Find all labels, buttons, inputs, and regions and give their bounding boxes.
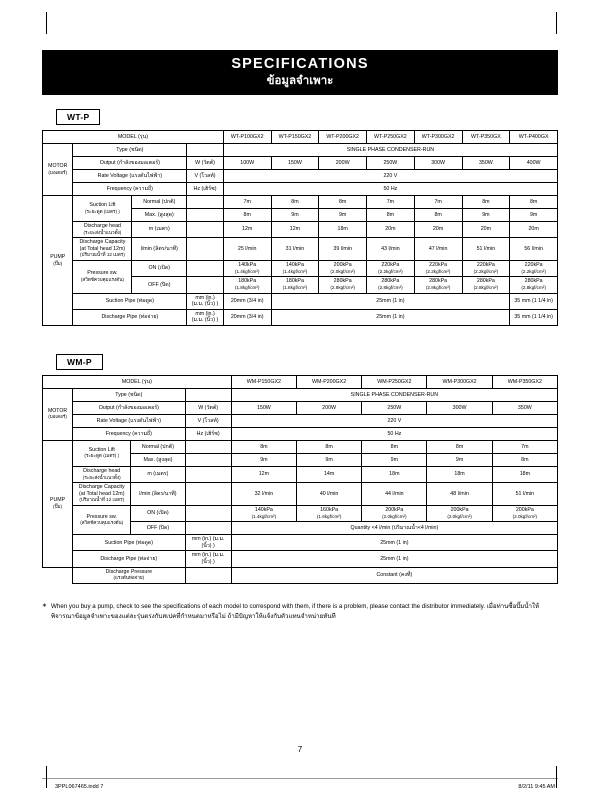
pressure-kpa: 280kPa	[429, 278, 448, 285]
table-row-model-header	[43, 131, 558, 144]
row-unit-suction-normal	[187, 196, 224, 209]
motor-label-th: (มอเตอร์)	[48, 169, 68, 175]
cell-suction-max: 9m	[319, 209, 367, 222]
cell-pressure-off	[462, 277, 510, 293]
cell-suction-max: 9m	[271, 209, 319, 222]
document-body	[42, 50, 558, 622]
table-row-type	[43, 388, 558, 401]
row-sublabel-normal: Normal (ปกติ)	[131, 440, 185, 453]
model-cell: WT-P200GX2	[319, 131, 367, 144]
cell-suction-normal: 8m	[231, 440, 296, 453]
banner-title-en: SPECIFICATIONS	[231, 56, 369, 72]
row-unit-suction-pipe: mm (in.) (ม.ม. (นิ้ว) )	[187, 293, 224, 309]
cell-discharge-head: 20m	[510, 222, 558, 238]
model-cell: WT-P350GX	[462, 131, 510, 144]
cell-output: 400W	[510, 157, 558, 170]
discharge-pressure-label-th: (แรงดันท่อจ่าย)	[113, 575, 145, 581]
row-value-type: SINGLE PHASE CONDENSER-RUN	[231, 388, 557, 401]
cell-pressure-off: Quantity <4 l/min (ปริมาณน้ำ<4 l/min)	[231, 522, 557, 535]
suction-lift-label-th: (ระยะดูด (เมตร) )	[85, 208, 120, 214]
motor-label-th: (มอเตอร์)	[48, 414, 67, 420]
pressure-kpa: 140kPa	[285, 262, 304, 269]
table-row-type	[43, 144, 558, 157]
table-row-suction-pipe	[43, 293, 558, 309]
cell-discharge-head: 12m	[231, 466, 296, 482]
pressure-kpa: 280kPa	[524, 278, 543, 285]
pump-group-label	[43, 440, 73, 567]
cell-output: 250W	[367, 157, 415, 170]
pressure-kgf: (2.0kgf/cm²)	[382, 513, 407, 519]
row-value-type: SINGLE PHASE CONDENSER-RUN	[223, 144, 557, 157]
specifications-banner	[42, 50, 558, 95]
cell-output: 300W	[427, 401, 492, 414]
model-cell: WT-P100GX2	[223, 131, 271, 144]
cell-output: 100W	[223, 157, 271, 170]
banner-title-th: ข้อมูลจำเพาะ	[266, 74, 334, 87]
cell-output: 250W	[362, 401, 427, 414]
row-unit-pressure-on	[185, 506, 231, 522]
cell-discharge-head: 20m	[462, 222, 510, 238]
cell-suction-normal: 8m	[510, 196, 558, 209]
row-label-suction-lift	[73, 440, 131, 466]
cell-suction-max: 8m	[223, 209, 271, 222]
discharge-head-label-th: (ระยะส่งน้ำแนวตั้ง)	[82, 474, 121, 480]
cell-output: 150W	[271, 157, 319, 170]
crop-mark-top-right	[556, 12, 557, 34]
pressure-kgf: (1.6kgf/cm²)	[316, 513, 342, 519]
row-unit-output: W (วัตต์)	[187, 157, 224, 170]
cell-capacity: 31 l/min	[271, 238, 319, 261]
cell-pressure-off	[319, 277, 367, 293]
row-label-pressure	[73, 506, 131, 535]
model-cell: WM-P200GX2	[296, 375, 361, 388]
crop-mark-top-left	[46, 12, 47, 34]
row-unit-spacer	[187, 238, 224, 261]
row-unit-suction-normal	[185, 440, 231, 453]
cell-capacity: 51 l/min	[462, 238, 510, 261]
row-unit-type	[185, 388, 231, 401]
row-unit-frequency: Hz (เฮิร์ซ)	[185, 427, 231, 440]
cell-suction-pipe: 25mm (1 in)	[231, 535, 557, 551]
row-sublabel-normal: Normal (ปกติ)	[132, 196, 187, 209]
pressure-kgf: (1.4kgf/cm²)	[282, 268, 308, 274]
cell-pressure-on	[492, 506, 557, 522]
table-row-pressure-on	[43, 506, 558, 522]
cell-suction-pipe: 20mm (3/4 in)	[223, 293, 271, 309]
pressure-kgf: (2.8kgf/cm²)	[473, 284, 499, 290]
cell-discharge-pipe: 25mm (1 in)	[271, 309, 510, 325]
cell-capacity: 43 l/min	[367, 238, 415, 261]
cell-suction-normal: 7m	[492, 440, 557, 453]
table-row-discharge-pipe	[43, 309, 558, 325]
capacity-label-th: (ปริมาณน้ำที่ 12 เมตร)	[80, 252, 125, 258]
row-unit-suction-pipe: mm (in.) (ม.ม. (นิ้ว) )	[185, 535, 231, 551]
cell-suction-max: 8m	[367, 209, 415, 222]
discharge-head-label-th: (ระยะส่งน้ำแนวตั้ง)	[83, 229, 122, 235]
row-unit-pressure-on	[187, 261, 224, 277]
cell-pressure-on	[271, 261, 319, 277]
row-sublabel-off: OFF (ปิด)	[131, 522, 185, 535]
pressure-kpa: 220kPa	[381, 262, 400, 269]
table-row-frequency	[43, 183, 558, 196]
pressure-kpa: 200kPa	[333, 262, 352, 269]
cell-discharge-head: 18m	[319, 222, 367, 238]
motor-group-label	[43, 388, 73, 440]
table-row-voltage	[43, 170, 558, 183]
cell-discharge-head: 12m	[223, 222, 271, 238]
pressure-kpa: 180kPa	[238, 278, 257, 285]
row-label-type: Type (ชนิด)	[73, 388, 185, 401]
model-cell: WT-P400GX	[510, 131, 558, 144]
pressure-kgf: (2.0kgf/cm²)	[330, 268, 355, 274]
cell-discharge-head: 20m	[414, 222, 462, 238]
table-row-output	[43, 401, 558, 414]
row-label-discharge-pipe: Discharge Pipe (ท่อจ่าย)	[73, 551, 185, 567]
cell-pressure-off	[271, 277, 319, 293]
pressure-kgf: (2.0kgf/cm²)	[447, 513, 472, 519]
discharge-head-label: Discharge head	[83, 223, 121, 230]
cell-suction-pipe: 25mm (1 in)	[271, 293, 510, 309]
row-unit-spacer	[185, 483, 231, 506]
row-unit-type	[187, 144, 224, 157]
cell-output: 300W	[414, 157, 462, 170]
cell-suction-normal: 8m	[271, 196, 319, 209]
pressure-kpa: 280kPa	[333, 278, 352, 285]
row-unit-suction-max	[185, 453, 231, 466]
row-unit-suction-max	[187, 209, 224, 222]
cell-suction-normal: 8m	[362, 440, 427, 453]
row-unit-capacity: l/min (ลิตร/นาที)	[131, 483, 185, 506]
cell-suction-max: 9m	[427, 453, 492, 466]
cell-suction-max: 8m	[414, 209, 462, 222]
cell-suction-max: 9m	[510, 209, 558, 222]
pressure-kgf: (2.8kgf/cm²)	[378, 284, 403, 290]
model-header-cell: MODEL (รุ่น)	[43, 375, 232, 388]
pump-label: PUMP	[50, 497, 66, 504]
model-cell: WM-P350GX2	[492, 375, 557, 388]
cell-suction-pipe: 35 mm (1 1/4 in)	[510, 293, 558, 309]
row-unit-spacer	[185, 466, 231, 482]
model-cell: WT-P150GX2	[271, 131, 319, 144]
capacity-label2: (at Total head 12m)	[79, 245, 126, 252]
capacity-label: Discharge Capacity	[78, 484, 125, 491]
row-label-suction-lift	[73, 196, 132, 222]
pressure-kpa: 200kPa	[385, 507, 404, 514]
discharge-pressure-label: Discharge Pressure	[105, 568, 153, 575]
row-label-pressure	[73, 261, 132, 293]
pump-label-th: (ปั๊ม)	[53, 503, 63, 509]
suction-lift-label: Suction Lift	[88, 446, 115, 453]
spec-table-wtp	[42, 130, 558, 326]
footer-divider	[42, 778, 558, 779]
cell-pressure-on	[296, 506, 361, 522]
cell-discharge-pipe: 35 mm (1 1/4 in)	[510, 309, 558, 325]
cell-suction-normal: 8m	[296, 440, 361, 453]
row-label-capacity	[73, 238, 132, 261]
row-unit-discharge-head: m (เมตร)	[132, 222, 187, 238]
cell-pressure-on	[231, 506, 296, 522]
pump-label-th: (ปั๊ม)	[53, 260, 63, 266]
cell-discharge-head: 20m	[367, 222, 415, 238]
pressure-kgf: (1.8kgf/cm²)	[282, 284, 308, 290]
note-marker-icon: ∗	[42, 602, 48, 609]
row-label-output: Output (กำลังของมอเตอร์)	[73, 157, 187, 170]
cell-discharge-pressure: Constant (คงที่)	[231, 567, 557, 583]
motor-group-label	[43, 144, 73, 196]
table-row-suction-normal	[43, 440, 558, 453]
row-label-suction-pipe: Suction Pipe (ท่อดูด)	[73, 293, 187, 309]
pressure-kgf: (2.2kgf/cm²)	[425, 268, 451, 274]
capacity-label-th: (ปริมาณน้ำที่ 12 เมตร)	[79, 497, 125, 503]
spec-table-wmp	[42, 375, 558, 584]
pump-group-label	[43, 196, 73, 326]
cell-capacity: 48 l/min	[427, 483, 492, 506]
row-unit-discharge-pipe: mm (in.) (ม.ม. (นิ้ว) )	[185, 551, 231, 567]
pressure-kpa: 220kPa	[476, 262, 495, 269]
cell-capacity: 25 l/min	[223, 238, 271, 261]
row-value-frequency: 50 Hz	[231, 427, 557, 440]
pressure-label-th: (สวิตช์ควบคุมแรงดัน)	[80, 276, 124, 282]
cell-suction-max: 9m	[362, 453, 427, 466]
row-sublabel-max: Max. (สูงสุด)	[131, 453, 185, 466]
row-value-voltage: 220 V	[223, 170, 557, 183]
row-label-capacity	[73, 483, 131, 506]
row-unit-capacity: l/min (ลิตร/นาที)	[132, 238, 187, 261]
row-label-type: Type (ชนิด)	[73, 144, 187, 157]
cell-capacity: 47 l/min	[414, 238, 462, 261]
cell-suction-normal: 8m	[319, 196, 367, 209]
cell-pressure-off	[223, 277, 271, 293]
cell-discharge-pipe: 20mm (3/4 in)	[223, 309, 271, 325]
cell-suction-normal: 7m	[367, 196, 415, 209]
model-cell: WM-P250GX2	[362, 375, 427, 388]
motor-label: MOTOR	[47, 407, 68, 414]
row-unit-discharge-pressure	[185, 567, 231, 583]
pressure-kpa: 280kPa	[381, 278, 400, 285]
table-row-discharge-pipe	[43, 551, 558, 567]
cell-pressure-on	[319, 261, 367, 277]
pressure-kpa: 200kPa	[515, 507, 534, 514]
pressure-kpa: 180kPa	[285, 278, 304, 285]
capacity-label: Discharge Capacity	[79, 239, 126, 246]
row-unit-spacer	[187, 222, 224, 238]
cell-capacity: 56 l/min	[510, 238, 558, 261]
row-label-discharge-head	[73, 222, 132, 238]
row-sublabel-on: ON (เปิด)	[132, 261, 187, 277]
model-cell: WM-P150GX2	[231, 375, 296, 388]
pressure-label: Pressure sw.	[87, 270, 118, 277]
pressure-kpa: 280kPa	[476, 278, 495, 285]
discharge-head-label: Discharge head	[83, 467, 121, 474]
cell-pressure-on	[362, 506, 427, 522]
note-text-th: เมื่อท่านซื้อปั๊มน้ำให้พิจารณาข้อมูลจำเพาะของแต่ละรุ่นตรงกับสเปคที่กำหนดมาหรือไม่ ถ้ามีปัญหาให้แจ้งกับตัวแทนจำหน่ายทันที	[51, 602, 540, 621]
row-unit-pressure-off	[187, 277, 224, 293]
pressure-kpa: 140kPa	[254, 507, 273, 514]
footer-timestamp: 8/2/11 9:45 AM	[518, 784, 555, 790]
pressure-kpa: 220kPa	[429, 262, 448, 269]
table-row-model-header	[43, 375, 558, 388]
cell-pressure-on	[414, 261, 462, 277]
pressure-kpa: 200kPa	[450, 507, 469, 514]
table-row-suction-pipe	[43, 535, 558, 551]
cell-pressure-on	[367, 261, 415, 277]
cell-pressure-on	[510, 261, 558, 277]
cell-discharge-pipe: 25mm (1 in)	[231, 551, 557, 567]
pressure-kgf: (2.2kgf/cm²)	[521, 268, 546, 274]
row-sublabel-max: Max. (สูงสุด)	[132, 209, 187, 222]
table-row-frequency	[43, 427, 558, 440]
footer-file-info: 3PPL067465.indd 7	[55, 784, 104, 790]
cell-pressure-off	[510, 277, 558, 293]
row-value-frequency: 50 Hz	[223, 183, 557, 196]
row-unit-discharge-head: m (เมตร)	[131, 466, 185, 482]
cell-output: 150W	[231, 401, 296, 414]
cell-pressure-on	[462, 261, 510, 277]
row-sublabel-off: OFF (ปิด)	[132, 277, 187, 293]
cell-pressure-on	[427, 506, 492, 522]
pressure-kgf: (2.8kgf/cm²)	[521, 284, 546, 290]
row-label-frequency: Frequency (ความถี่)	[73, 183, 187, 196]
cell-discharge-head: 12m	[271, 222, 319, 238]
row-label-output: Output (กำลังของมอเตอร์)	[73, 401, 185, 414]
pressure-kgf: (2.2kgf/cm²)	[378, 268, 403, 274]
row-unit-output: W (วัตต์)	[185, 401, 231, 414]
table-row-output	[43, 157, 558, 170]
cell-discharge-head: 18m	[492, 466, 557, 482]
row-label-suction-pipe: Suction Pipe (ท่อดูด)	[73, 535, 185, 551]
note-text-en: When you buy a pump, check to see the specifications of each model to correspond with them, if there is a problem, please contact the distributor immediately.	[51, 602, 485, 610]
row-label-discharge-head	[73, 466, 131, 482]
cell-suction-normal: 8m	[427, 440, 492, 453]
pressure-kgf: (1.4kgf/cm²)	[251, 513, 277, 519]
row-unit-pressure-off	[185, 522, 231, 535]
pressure-kgf: (1.8kgf/cm²)	[234, 284, 260, 290]
model-header-cell: MODEL (รุ่น)	[43, 131, 224, 144]
cell-output: 200W	[319, 157, 367, 170]
pressure-kpa: 220kPa	[524, 262, 543, 269]
cell-output: 200W	[296, 401, 361, 414]
pressure-kgf: (2.8kgf/cm²)	[330, 284, 355, 290]
section-label-wmp: WM-P	[56, 354, 103, 370]
pressure-kgf: (2.0kgf/cm²)	[512, 513, 538, 519]
cell-suction-max: 9m	[231, 453, 296, 466]
row-label-discharge-pressure	[73, 567, 185, 583]
cell-suction-max: 8m	[492, 453, 557, 466]
pressure-label-th: (สวิตช์ควบคุมแรงดัน)	[80, 520, 124, 526]
row-unit-frequency: Hz (เฮิร์ซ)	[187, 183, 224, 196]
row-unit-voltage: V (โวลท์)	[185, 414, 231, 427]
motor-label: MOTOR	[48, 162, 68, 169]
cell-suction-normal: 7m	[414, 196, 462, 209]
note-text	[51, 602, 558, 622]
pressure-kpa: 160kPa	[320, 507, 339, 514]
model-cell: WM-P300GX2	[427, 375, 492, 388]
table-row-voltage	[43, 414, 558, 427]
table-row-suction-normal	[43, 196, 558, 209]
row-value-voltage: 220 V	[231, 414, 557, 427]
pump-label: PUMP	[50, 253, 66, 260]
cell-discharge-head: 18m	[362, 466, 427, 482]
capacity-label2: (at Total head 12m)	[78, 490, 125, 497]
model-cell: WT-P300GX2	[414, 131, 462, 144]
cell-suction-max: 9m	[462, 209, 510, 222]
cell-capacity: 51 l/min	[492, 483, 557, 506]
row-unit-discharge-pipe: mm (in.) (ม.ม. (นิ้ว) )	[187, 309, 224, 325]
cell-capacity: 39 l/min	[319, 238, 367, 261]
table-row-pressure-on	[43, 261, 558, 277]
crop-mark-bottom-right	[556, 766, 557, 788]
cell-suction-max: 9m	[296, 453, 361, 466]
row-label-voltage: Rate Voltage (แรงดันไฟฟ้า)	[73, 414, 185, 427]
cell-capacity: 44 l/min	[362, 483, 427, 506]
row-label-discharge-pipe: Discharge Pipe (ท่อจ่าย)	[73, 309, 187, 325]
pressure-kgf: (2.8kgf/cm²)	[425, 284, 451, 290]
pressure-label: Pressure sw.	[86, 513, 117, 520]
cell-capacity: 32 l/min	[231, 483, 296, 506]
cell-discharge-head: 14m	[296, 466, 361, 482]
row-unit-voltage: V (โวลท์)	[187, 170, 224, 183]
row-sublabel-on: ON (เปิด)	[131, 506, 185, 522]
cell-suction-normal: 7m	[223, 196, 271, 209]
note-block	[42, 602, 558, 622]
cell-discharge-head: 18m	[427, 466, 492, 482]
pressure-kpa: 140kPa	[238, 262, 257, 269]
cell-pressure-on	[223, 261, 271, 277]
cell-pressure-off	[367, 277, 415, 293]
cell-pressure-off	[414, 277, 462, 293]
page-number: 7	[297, 745, 303, 754]
crop-mark-bottom-left	[46, 766, 47, 788]
cell-output: 350W	[462, 157, 510, 170]
suction-lift-label: Suction Lift	[89, 201, 116, 208]
section-label-wtp: WT-P	[56, 109, 100, 125]
cell-suction-normal: 8m	[462, 196, 510, 209]
model-cell: WT-P250GX2	[367, 131, 415, 144]
cell-output: 350W	[492, 401, 557, 414]
row-label-voltage: Rate Voltage (แรงดันไฟฟ้า)	[73, 170, 187, 183]
pressure-kgf: (1.4kgf/cm²)	[234, 268, 260, 274]
suction-lift-label-th: (ระยะดูด (เมตร) )	[84, 453, 120, 459]
cell-capacity: 40 l/min	[296, 483, 361, 506]
row-label-frequency: Frequency (ความถี่)	[73, 427, 185, 440]
pressure-kgf: (2.2kgf/cm²)	[473, 268, 499, 274]
